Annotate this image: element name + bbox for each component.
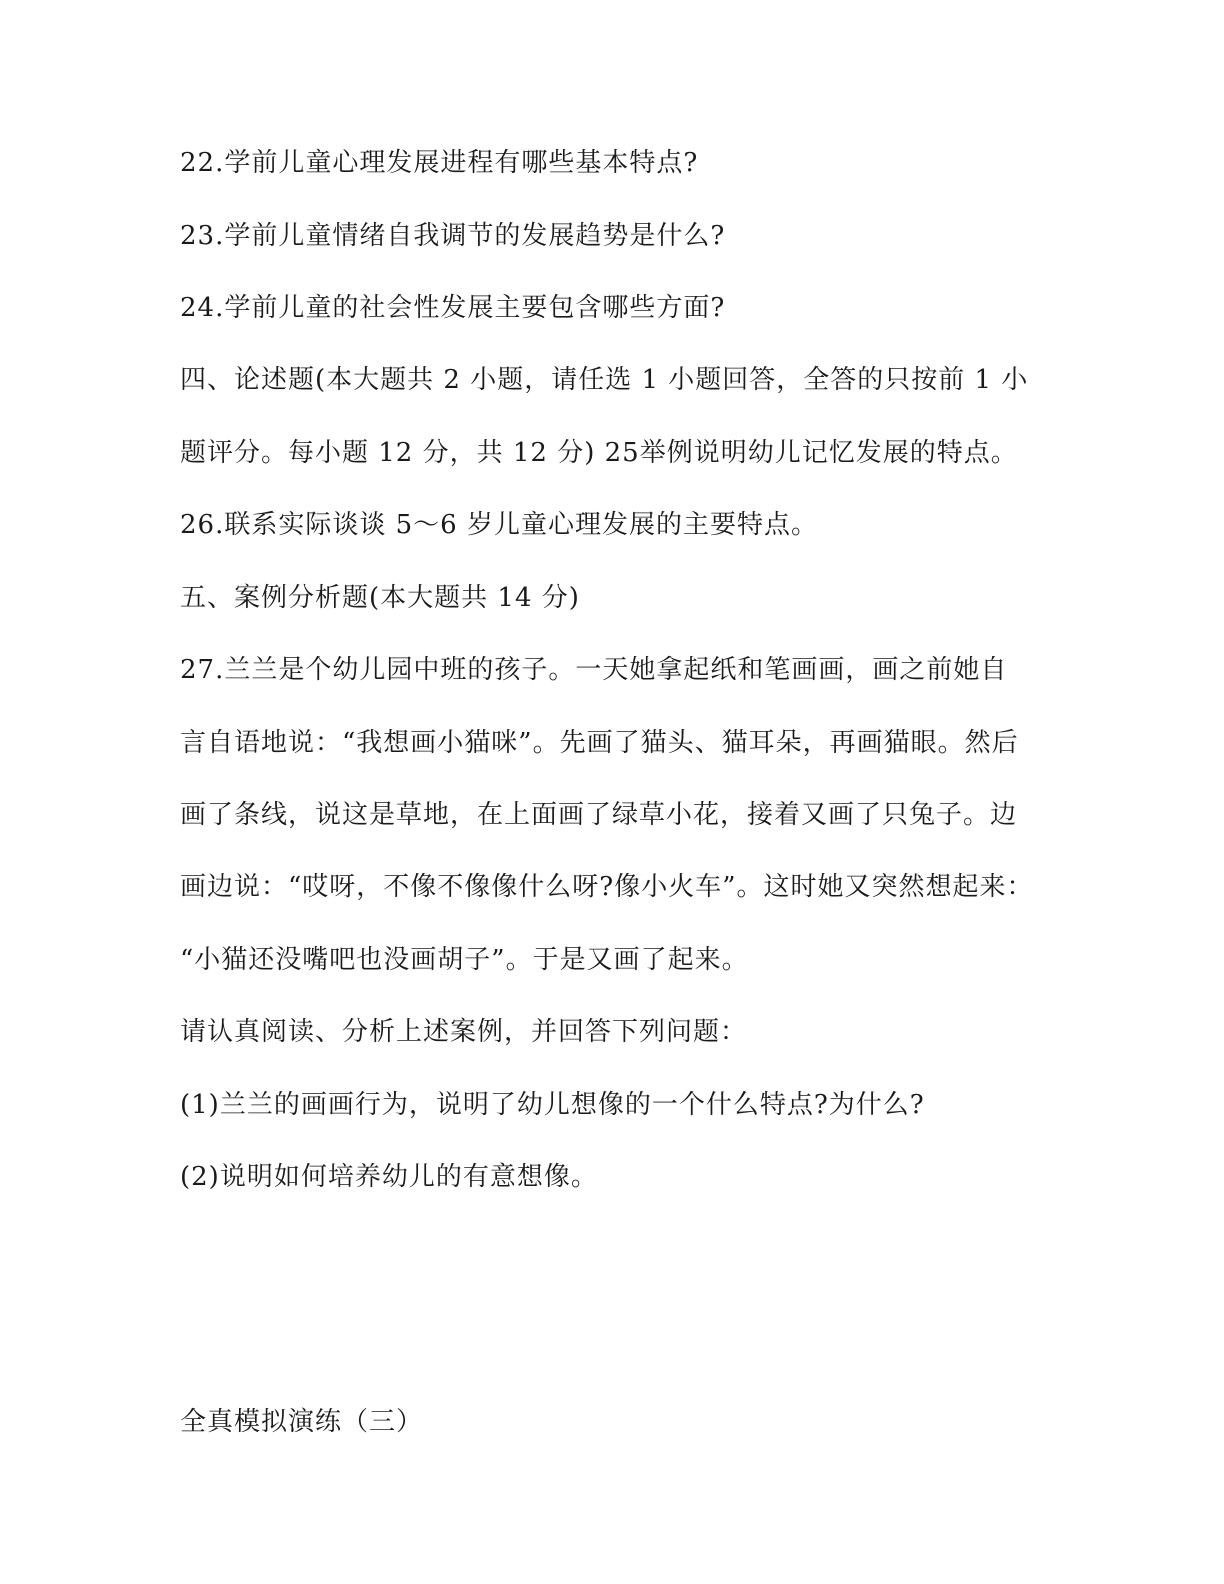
question-27-line-2: 言自语地说：“我想画小猫咪”。先画了猫头、猫耳朵，再画猫眼。然后 (180, 728, 1019, 758)
section-5-heading: 五、案例分析题(本大题共 14 分) (180, 583, 580, 613)
question-27-line-5: “小猫还没嘴吧也没画胡子”。于是又画了起来。 (180, 945, 749, 975)
question-22: 22.学前儿童心理发展进程有哪些基本特点? (180, 148, 699, 178)
mock-exam-title: 全真模拟演练（三） (180, 1407, 424, 1437)
question-26: 26.联系实际谈谈 5～6 岁儿童心理发展的主要特点。 (180, 510, 818, 540)
instruction-text: 请认真阅读、分析上述案例，并回答下列问题： (180, 1017, 748, 1047)
sub-question-1: (1)兰兰的画画行为，说明了幼儿想像的一个什么特点?为什么? (180, 1090, 925, 1120)
section-4-heading: 四、论述题(本大题共 2 小题，请任选 1 小题回答，全答的只按前 1 小 (180, 365, 1029, 395)
sub-question-2: (2)说明如何培养幼儿的有意想像。 (180, 1162, 598, 1192)
question-24: 24.学前儿童的社会性发展主要包含哪些方面? (180, 293, 726, 323)
question-23: 23.学前儿童情绪自我调节的发展趋势是什么? (180, 221, 726, 251)
section-4-heading-cont: 题评分。每小题 12 分，共 12 分) 25举例说明幼儿记忆发展的特点。 (180, 438, 1018, 468)
question-27-line-3: 画了条线，说这是草地，在上面画了绿草小花，接着又画了只兔子。边 (180, 800, 1018, 830)
question-27-line-4: 画边说：“哎呀，不像不像像什么呀?像小火车”。这时她又突然想起来： (180, 872, 1034, 902)
question-27-line-1: 27.兰兰是个幼儿园中班的孩子。一天她拿起纸和笔画画，画之前她自 (180, 655, 1008, 685)
